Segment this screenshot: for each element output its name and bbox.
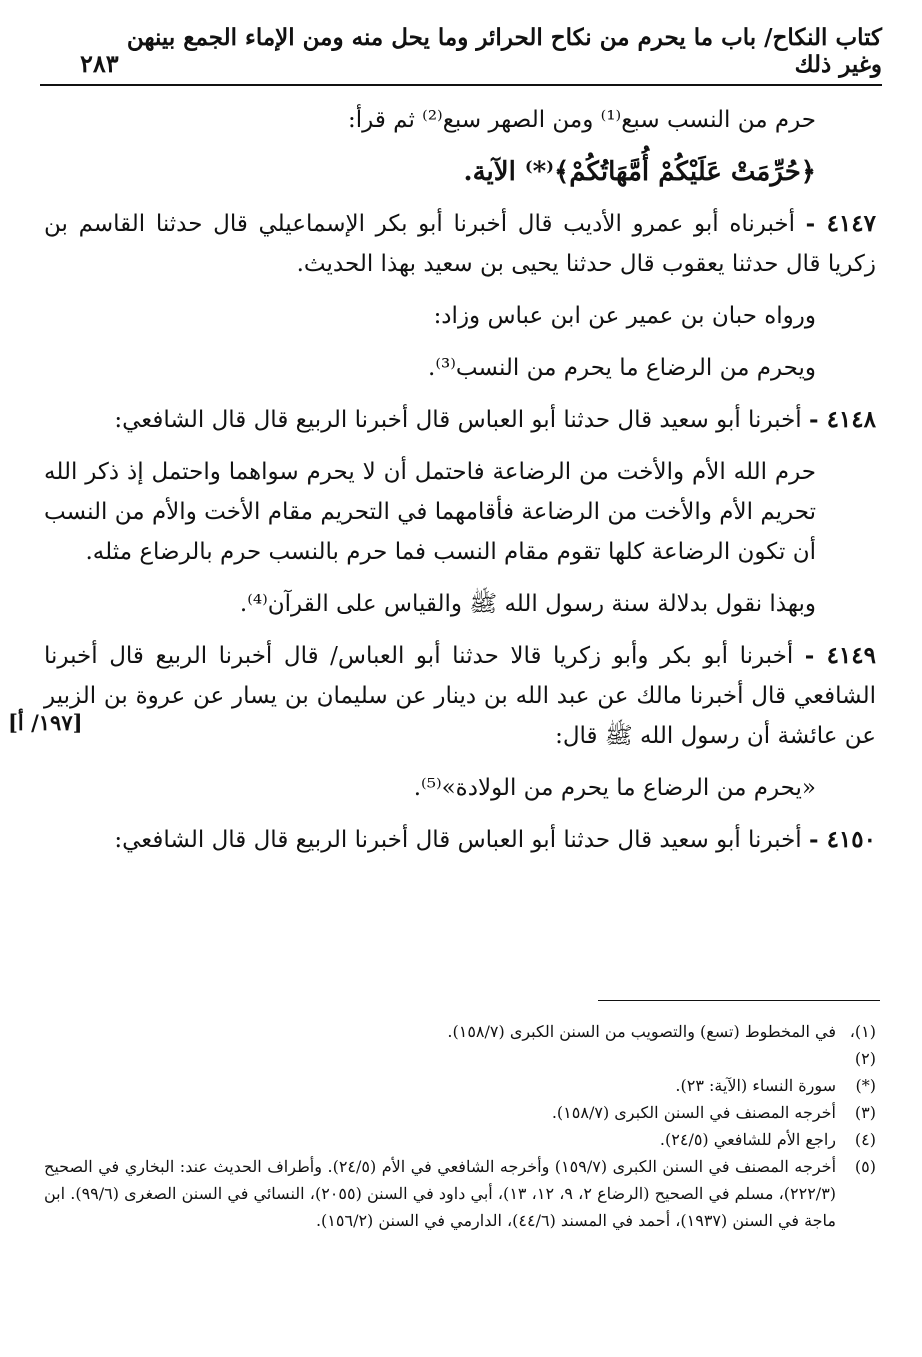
footnote-mark: (٥) <box>854 1157 876 1176</box>
hadith-number: ٤١٤٨ - <box>809 406 876 433</box>
footnote-text: سورة النساء (الآية: ٢٣). <box>675 1076 836 1095</box>
footnote-text: أخرجه المصنف في السنن الكبرى (١٥٨/٧). <box>551 1103 836 1122</box>
paragraph: «يحرم من الرضاع ما يحرم من الولادة»⁽⁵⁾. <box>413 775 816 801</box>
hadith-4149 <box>44 636 876 756</box>
footnote <box>44 1126 876 1153</box>
main-text <box>44 100 876 872</box>
paragraph: حرم من النسب سبع⁽¹⁾ ومن الصهر سبع⁽²⁾ ثم قرأ: <box>348 107 816 133</box>
footnote <box>44 1072 876 1099</box>
footnote <box>44 1099 876 1126</box>
running-header <box>40 24 882 86</box>
hadith-number: ٤١٤٧ - <box>805 210 876 237</box>
paragraph: ويحرم من الرضاع ما يحرم من النسب⁽³⁾. <box>428 355 816 381</box>
paragraph: حرم الله الأم والأخت من الرضاعة فاحتمل أن لا يحرم سواهما واحتمل إذ ذكر الله تحريم الأم والأخت من الرضاعة فأقامهما في التحريم مقام الأخت والأم من النسب أن تكون الرضاعة كلها تقوم مقام النسب فما حرم بالنسب حرم بالرضاع مثله. <box>44 459 816 565</box>
footnote-mark: (٤) <box>854 1130 876 1149</box>
footnote-mark: (١)،(٢) <box>849 1022 876 1068</box>
hadith-4147 <box>44 204 876 284</box>
hadith-text: أخبرنا أبو سعيد قال حدثنا أبو العباس قال أخبرنا الربيع قال قال الشافعي: <box>114 827 802 853</box>
hadith-number: ٤١٤٩ - <box>804 642 876 669</box>
footnotes <box>44 1018 876 1234</box>
hadith-number: ٤١٥٠ - <box>809 826 876 853</box>
hadith-text: أخبرنا أبو بكر وأبو زكريا قالا حدثنا أبو العباس/ قال أخبرنا الربيع قال أخبرنا الشافعي قال أخبرنا مالك عن عبد الله بن دينار عن سليمان بن يسار عن عروة بن الزبير عن عائشة أن رسول الله ﷺ قال: <box>44 643 876 749</box>
footnote-mark: (٣) <box>854 1103 876 1122</box>
paragraph: ورواه حبان بن عمير عن ابن عباس وزاد: <box>433 303 816 329</box>
footnote-text: راجع الأم للشافعي (٢٤/٥). <box>659 1130 836 1149</box>
manuscript-folio-marker: [١٩٧/ أ] <box>8 710 83 735</box>
paragraph: وبهذا نقول بدلالة سنة رسول الله ﷺ والقياس على القرآن⁽⁴⁾. <box>239 591 816 617</box>
quran-verse: ﴿حُرِّمَتْ عَلَيْكُمْ أُمَّهَاتُكُمْ﴾⁽*⁾ الآية. <box>463 157 816 187</box>
hadith-text: أخبرناه أبو عمرو الأديب قال أخبرنا أبو بكر الإسماعيلي قال حدثنا القاسم بن زكريا قال حدثنا يعقوب قال حدثنا يحيى بن سعيد بهذا الحديث. <box>44 211 876 277</box>
footnote-text: أخرجه المصنف في السنن الكبرى (١٥٩/٧) وأخرجه الشافعي في الأم (٢٤/٥). وأطراف الحديث عند: البخاري في الصحيح (٢٢٢/٣)، مسلم في الصحيح (الرضاع ٢، ٩، ١٢، ١٣)، أبي داود في السنن (٢٠٥٥)، النسائي في السنن الصغرى (٩٩/٦). ابن ماجة في السنن (١٩٣٧)، أحمد في المسند (٤٤/٦)، الدارمي في السنن (١٥٦/٢). <box>44 1157 837 1230</box>
footnote-text: في المخطوط (تسع) والتصويب من السنن الكبرى (١٥٨/٧). <box>447 1022 836 1041</box>
footnote-divider <box>598 1000 880 1001</box>
hadith-4148 <box>44 400 876 440</box>
footnote <box>44 1018 876 1072</box>
hadith-text: أخبرنا أبو سعيد قال حدثنا أبو العباس قال أخبرنا الربيع قال قال الشافعي: <box>114 407 802 433</box>
page-number: ٢٨٣ <box>80 49 119 78</box>
footnote <box>44 1153 876 1234</box>
header-title: كتاب النكاح/ باب ما يحرم من نكاح الحرائر وما يحل منه ومن الإماء الجمع بينهن وغير ذلك <box>126 24 882 78</box>
footnote-mark: (*) <box>855 1076 876 1095</box>
hadith-4150 <box>44 820 876 860</box>
